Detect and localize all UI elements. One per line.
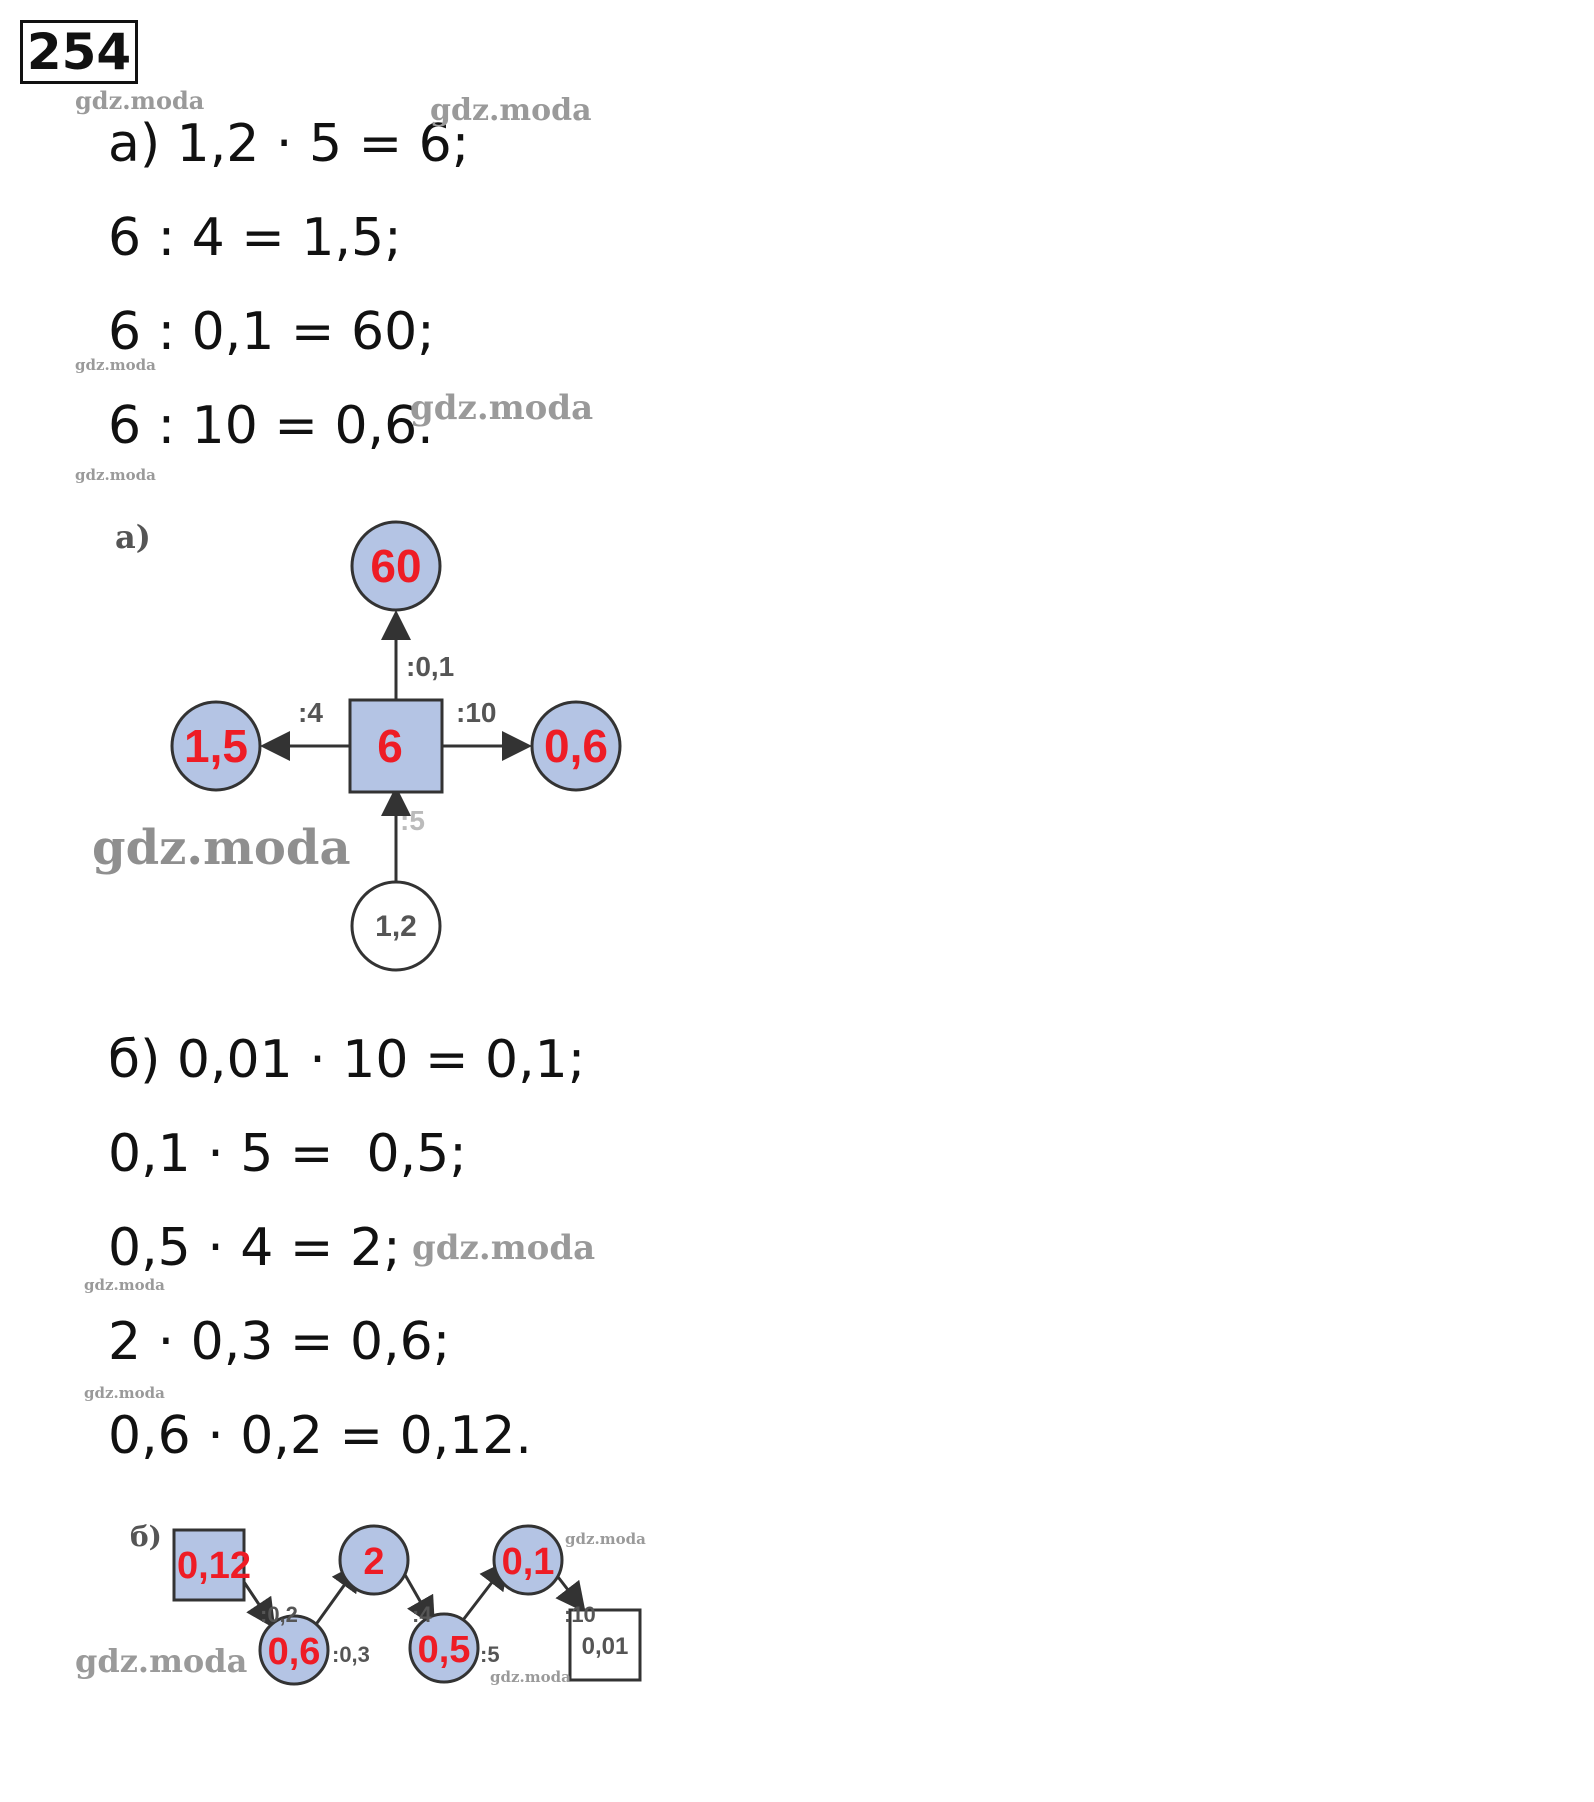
op-bottom: :5 (400, 805, 425, 836)
watermark: gdz.moda (490, 1668, 571, 1686)
watermark: gdz.moda (410, 388, 594, 428)
watermark: gdz.moda (430, 93, 592, 128)
watermark: gdz.moda (84, 1276, 165, 1294)
equation-b-1: б) 0,01 · 10 = 0,1; (108, 1030, 586, 1090)
equation-a-3: 6 : 0,1 = 60; (108, 302, 435, 362)
op-b-3: :4 (412, 1602, 432, 1627)
watermark: gdz.moda (75, 356, 156, 374)
watermark: gdz.moda (75, 466, 156, 484)
node-b-6-value: 0,01 (581, 1633, 629, 1660)
node-b-3-value: 2 (363, 1541, 385, 1583)
op-top: :0,1 (406, 651, 455, 682)
watermark: gdz.moda (92, 820, 351, 876)
equation-a-2: 6 : 4 = 1,5; (108, 208, 402, 268)
equation-b-5: 0,6 · 0,2 = 0,12. (108, 1406, 532, 1466)
node-top-value: 60 (370, 540, 422, 592)
op-b-2: :0,3 (332, 1642, 370, 1667)
equation-a-1: а) 1,2 · 5 = 6; (108, 114, 470, 174)
equation-b-2: 0,1 · 5 = 0,5; (108, 1124, 467, 1184)
node-b-1-value: 0,12 (177, 1545, 251, 1587)
watermark: gdz.moda (84, 1384, 165, 1402)
equation-a-4: 6 : 10 = 0,6. (108, 396, 434, 456)
op-b-1: :0,2 (260, 1602, 298, 1627)
node-right-value: 0,6 (544, 720, 608, 772)
watermark: gdz.moda (412, 1228, 596, 1268)
watermark: gdz.moda (75, 1642, 248, 1680)
node-b-4-value: 0,5 (417, 1629, 471, 1671)
op-right: :10 (456, 697, 497, 728)
task-number: 254 (20, 20, 138, 84)
op-left: :4 (298, 697, 323, 728)
node-b-5-value: 0,1 (501, 1541, 555, 1583)
node-b-2-value: 0,6 (267, 1631, 321, 1673)
watermark: gdz.moda (565, 1530, 646, 1548)
equation-b-4: 2 · 0,3 = 0,6; (108, 1312, 451, 1372)
node-left-value: 1,5 (184, 720, 248, 772)
node-center-value: 6 (377, 720, 403, 772)
equation-b-3: 0,5 · 4 = 2; (108, 1218, 401, 1278)
diagram-b-label: б) (130, 1520, 162, 1553)
op-b-4: :5 (480, 1642, 500, 1667)
diagram-a (150, 500, 670, 990)
node-bottom-value: 1,2 (375, 910, 417, 943)
diagram-a-label: а) (115, 518, 151, 556)
op-b-5: :10 (564, 1602, 596, 1627)
watermark: gdz.moda (75, 86, 205, 115)
